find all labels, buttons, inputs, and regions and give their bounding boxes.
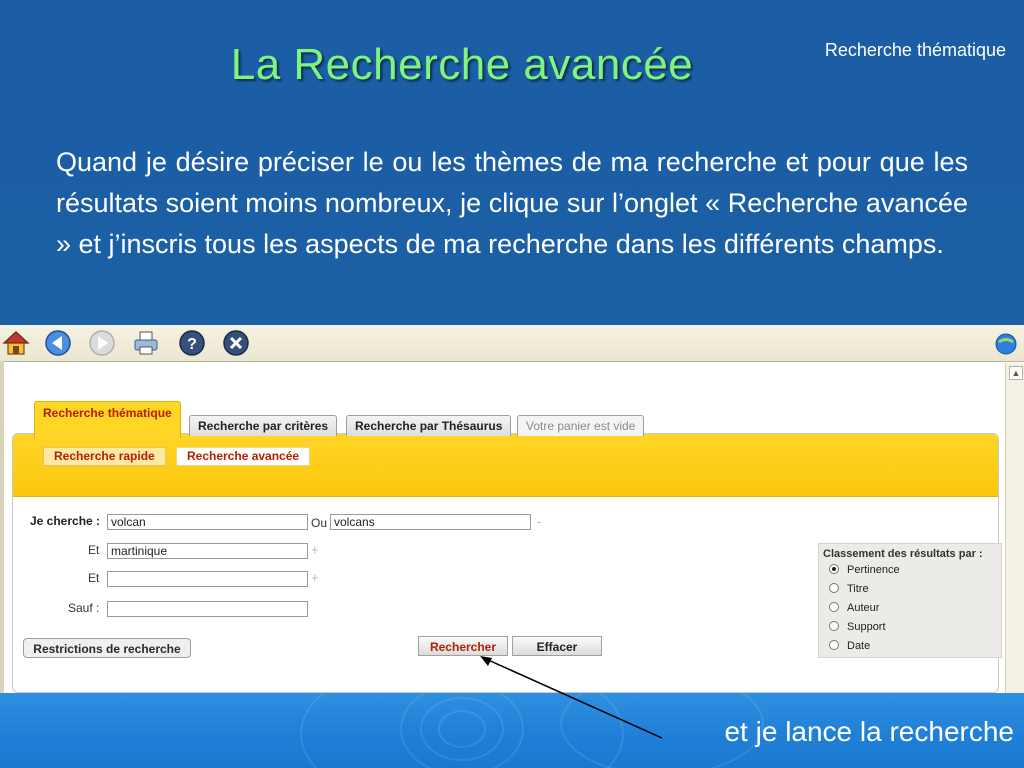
- sort-option-auteur[interactable]: [829, 602, 879, 618]
- sort-option-titre[interactable]: [829, 583, 869, 599]
- et-label: Et: [88, 571, 100, 585]
- ou-label: Ou: [311, 516, 328, 530]
- forward-icon[interactable]: [88, 329, 116, 357]
- close-icon[interactable]: [222, 329, 250, 357]
- help-icon[interactable]: [178, 329, 206, 357]
- radio-icon[interactable]: [829, 621, 839, 631]
- sort-option-label: Auteur: [847, 602, 880, 614]
- search-page: [4, 363, 1004, 693]
- ou-input[interactable]: [330, 514, 531, 530]
- add-field-button[interactable]: +: [311, 542, 319, 557]
- tab-recherche-par-thesaurus[interactable]: Recherche par Thésaurus: [346, 415, 511, 436]
- sort-option-date[interactable]: [829, 640, 870, 656]
- svg-text:?: ?: [187, 336, 197, 353]
- back-icon[interactable]: [44, 329, 72, 357]
- subtab-recherche-rapide[interactable]: Recherche rapide: [43, 447, 166, 466]
- radio-icon[interactable]: [829, 583, 839, 593]
- tab-recherche-thematique[interactable]: Recherche thématique: [34, 401, 181, 438]
- rechercher-button[interactable]: Rechercher: [418, 636, 508, 656]
- home-icon[interactable]: [2, 329, 30, 357]
- globe-icon[interactable]: [992, 329, 1020, 357]
- sauf-input[interactable]: [107, 601, 308, 617]
- sort-option-label: Titre: [847, 583, 869, 595]
- radio-selected-icon[interactable]: [829, 564, 839, 574]
- sort-option-label: Support: [847, 621, 886, 633]
- scroll-up-icon[interactable]: ▲: [1009, 366, 1023, 380]
- radio-icon[interactable]: [829, 602, 839, 612]
- tab-panier[interactable]: Votre panier est vide: [517, 415, 644, 436]
- sort-option-label: Pertinence: [847, 564, 900, 576]
- effacer-button[interactable]: Effacer: [512, 636, 602, 656]
- add-field-button[interactable]: +: [311, 570, 319, 585]
- sort-option-pertinence[interactable]: [829, 564, 900, 580]
- search-screenshot: [0, 325, 1024, 693]
- restrictions-button[interactable]: Restrictions de recherche: [23, 638, 191, 658]
- subtab-recherche-avancee[interactable]: Recherche avancée: [176, 447, 310, 466]
- sort-options-box: [818, 543, 1002, 658]
- je-cherche-label: Je cherche :: [30, 514, 101, 528]
- corner-label: Recherche thématique: [824, 40, 1006, 60]
- remove-field-button[interactable]: -: [537, 514, 542, 529]
- vertical-scrollbar[interactable]: [1005, 363, 1024, 693]
- sort-title: Classement des résultats par :: [823, 548, 983, 560]
- et-input-2[interactable]: [107, 571, 308, 587]
- slide-title: La Recherche avancée: [230, 40, 694, 89]
- sauf-label: Sauf :: [68, 601, 100, 615]
- sort-option-label: Date: [847, 640, 871, 652]
- je-cherche-input[interactable]: [107, 514, 308, 530]
- browser-toolbar: [0, 325, 1024, 362]
- slide-caption: et je lance la recherche: [724, 716, 1014, 747]
- slide-paragraph: Quand je désire préciser le ou les thèmes de ma recherche et pour que les résultats soient moins nombreux, je clique sur l’onglet « Recherche avancée » et j’inscris tous les aspects de ma recherche dans les différents champs.: [56, 147, 968, 259]
- radio-icon[interactable]: [829, 640, 839, 650]
- print-icon[interactable]: [132, 329, 160, 357]
- tab-recherche-par-criteres[interactable]: Recherche par critères: [189, 415, 337, 436]
- et-input-1[interactable]: [107, 543, 308, 559]
- sort-option-support[interactable]: [829, 621, 886, 637]
- et-label: Et: [88, 543, 100, 557]
